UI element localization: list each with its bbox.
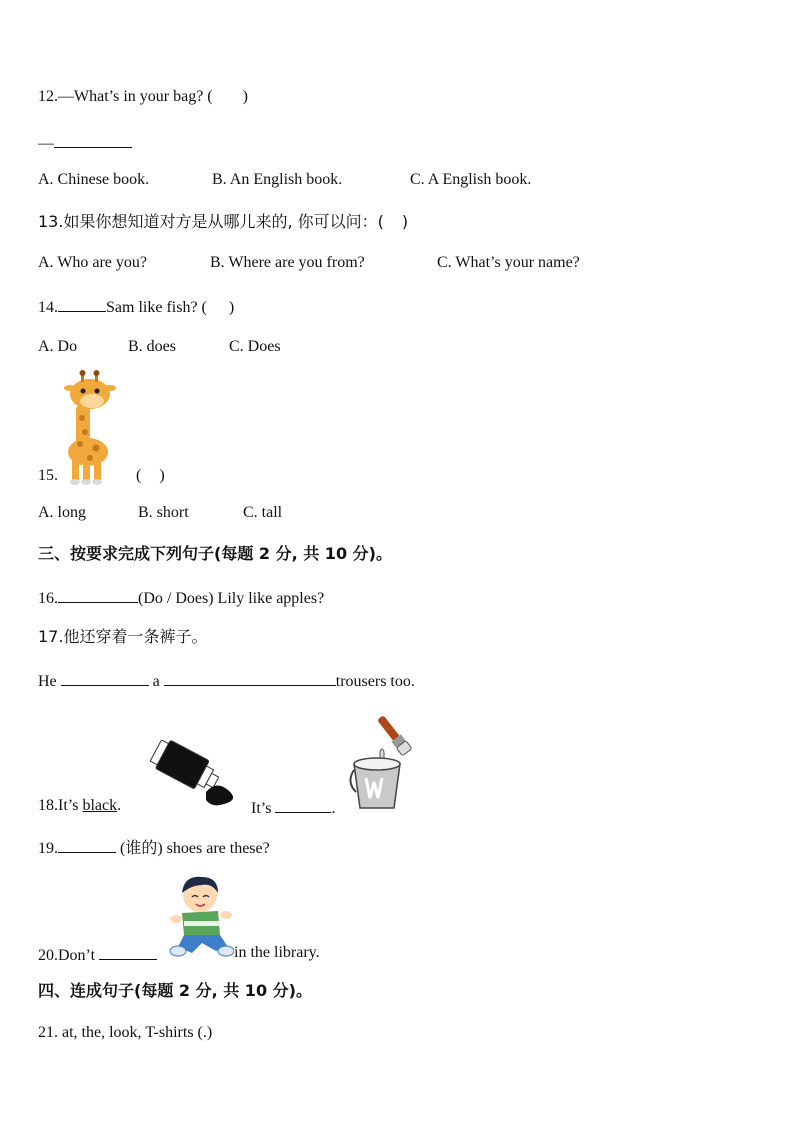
q12-option-a[interactable]: A. Chinese book. bbox=[38, 171, 150, 188]
q19-question: 19. (谁的) shoes are these? bbox=[38, 836, 270, 859]
q20-answer-blank[interactable] bbox=[99, 943, 157, 960]
q17-blank-1[interactable] bbox=[61, 669, 149, 686]
q19-answer-blank[interactable] bbox=[58, 836, 116, 853]
q17-prompt: 17.他还穿着一条裤子。 bbox=[38, 627, 208, 646]
q14-option-c[interactable]: C. Does bbox=[229, 338, 281, 355]
q20-question: 20.Don’t bbox=[38, 943, 157, 966]
running-boy-icon bbox=[168, 873, 234, 959]
q21-question: 21. at, the, look, T-shirts (.) bbox=[38, 1024, 213, 1041]
q13-option-b[interactable]: B. Where are you from? bbox=[210, 254, 365, 271]
q13-question: 13.如果你想知道对方是从哪儿来的, 你可以问：( ) bbox=[38, 212, 409, 231]
paint-tube-icon bbox=[144, 740, 240, 810]
q12-option-c[interactable]: C. A English book. bbox=[410, 171, 532, 188]
q15-option-a[interactable]: A. long bbox=[38, 504, 86, 521]
q12-question: 12.—What’s in your bag? ( ) bbox=[38, 88, 248, 105]
section-4-heading: 四、连成句子(每题 2 分, 共 10 分)。 bbox=[38, 981, 312, 1000]
q14-option-a[interactable]: A. Do bbox=[38, 338, 78, 355]
section-3-heading: 三、按要求完成下列句子(每题 2 分, 共 10 分)。 bbox=[38, 544, 392, 563]
q16-question: 16. (Do / Does) Lily like apples? bbox=[38, 586, 324, 609]
q12-option-b[interactable]: B. An English book. bbox=[212, 171, 343, 188]
q17-blank-2[interactable] bbox=[164, 669, 336, 686]
q18-answer-blank[interactable] bbox=[275, 796, 331, 813]
q12-answer-blank[interactable] bbox=[54, 131, 132, 148]
q18-question: 18.It’s black. bbox=[38, 797, 122, 814]
q14-answer-blank[interactable] bbox=[58, 295, 106, 312]
q12-answer-line: — bbox=[38, 131, 132, 154]
q18-underlined-word: black bbox=[82, 797, 118, 814]
q20-question-end: in the library. bbox=[234, 944, 320, 961]
q18-second-sentence: It’s . bbox=[251, 796, 335, 819]
q14-option-b[interactable]: B. does bbox=[128, 338, 176, 355]
q14-question: 14. Sam like fish? ( ) bbox=[38, 295, 234, 318]
q13-option-c[interactable]: C. What’s your name? bbox=[437, 254, 580, 271]
q13-option-a[interactable]: A. Who are you? bbox=[38, 254, 147, 271]
q15-option-b[interactable]: B. short bbox=[138, 504, 189, 521]
q16-answer-blank[interactable] bbox=[58, 586, 138, 603]
q15-question: 15. ( ) bbox=[38, 467, 165, 484]
q17-question: He a trousers too. bbox=[38, 669, 415, 692]
paint-bucket-icon bbox=[344, 708, 430, 812]
q15-option-c[interactable]: C. tall bbox=[243, 504, 283, 521]
